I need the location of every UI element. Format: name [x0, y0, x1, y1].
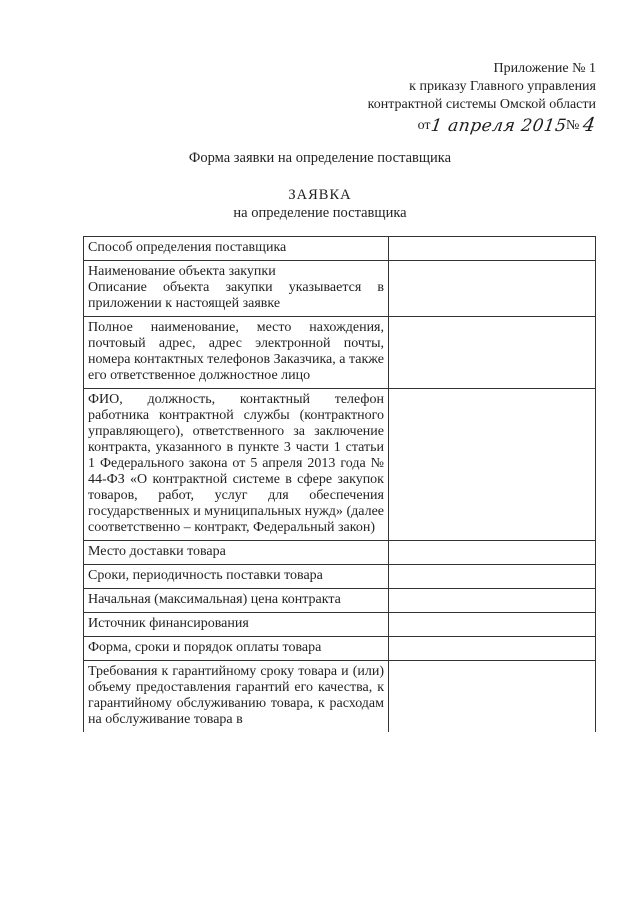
- table-row: [84, 541, 596, 565]
- document-subtitle: на определение поставщика: [233, 205, 407, 221]
- request-table: [83, 236, 596, 732]
- table-row: [84, 565, 596, 589]
- row-label: Сроки, периодичность поставки товара: [84, 565, 389, 589]
- row-value: [389, 261, 596, 317]
- table-row: [84, 637, 596, 661]
- order-date-line: [368, 114, 596, 135]
- row-label: Полное наименование, место нахождения, почтовый адрес, адрес электронной почты, номера контактных телефонов Заказчика, а также его ответственное должностное лицо: [84, 317, 389, 389]
- row-label: Источник финансирования: [84, 613, 389, 637]
- row-value: [389, 565, 596, 589]
- row-value: [389, 317, 596, 389]
- row-label: Способ определения поставщика: [84, 237, 389, 261]
- row-value: [389, 589, 596, 613]
- row-value: [389, 541, 596, 565]
- table-row: [84, 317, 596, 389]
- row-label-line-2: Описание объекта закупки указывается в приложении к настоящей заявке: [88, 280, 384, 311]
- row-value: [389, 613, 596, 637]
- row-value: [389, 237, 596, 261]
- document-title: ЗАЯВКА: [288, 187, 352, 203]
- number-label: №: [566, 118, 580, 133]
- row-label: Требования к гарантийному сроку товара и (или) объему предоставления гарантий его качества, к гарантийному обслуживанию товара, к расходам на обслуживание товара в: [84, 661, 389, 733]
- document-title-block: [0, 186, 640, 222]
- handwritten-number: 4: [581, 114, 598, 136]
- table-row: [84, 237, 596, 261]
- row-value: [389, 389, 596, 541]
- table-row: [84, 661, 596, 733]
- appendix-line-2: к приказу Главного управления: [409, 79, 596, 94]
- row-label: [84, 261, 389, 317]
- date-prefix: от: [417, 118, 431, 133]
- form-title: Форма заявки на определение поставщика: [188, 150, 452, 166]
- row-label: ФИО, должность, контактный телефон работника контрактной службы (контрактного управляющего), ответственного за заключение контракта, указанного в пункте 3 части 1 статьи 1 Федерального закона от 5 апреля 2013 года № 44-ФЗ «О контрактной системе в сфере закупок товаров, работ, услуг для обеспечения государственных и муниципальных нужд» (далее соответственно – контракт, Федеральный закон): [84, 389, 389, 541]
- appendix-line-3: контрактной системы Омской области: [367, 97, 596, 112]
- row-value: [389, 661, 596, 733]
- table-row: [84, 261, 596, 317]
- row-label: Место доставки товара: [84, 541, 389, 565]
- appendix-line-1: Приложение № 1: [493, 61, 596, 76]
- handwritten-date: 1 апреля 2015: [429, 116, 568, 136]
- row-label: Начальная (максимальная) цена контракта: [84, 589, 389, 613]
- appendix-header: [368, 60, 596, 135]
- table-row: [84, 589, 596, 613]
- table-row: [84, 389, 596, 541]
- row-label-line-1: Наименование объекта закупки: [88, 264, 276, 279]
- row-value: [389, 637, 596, 661]
- row-label: Форма, сроки и порядок оплаты товара: [84, 637, 389, 661]
- table-row: [84, 613, 596, 637]
